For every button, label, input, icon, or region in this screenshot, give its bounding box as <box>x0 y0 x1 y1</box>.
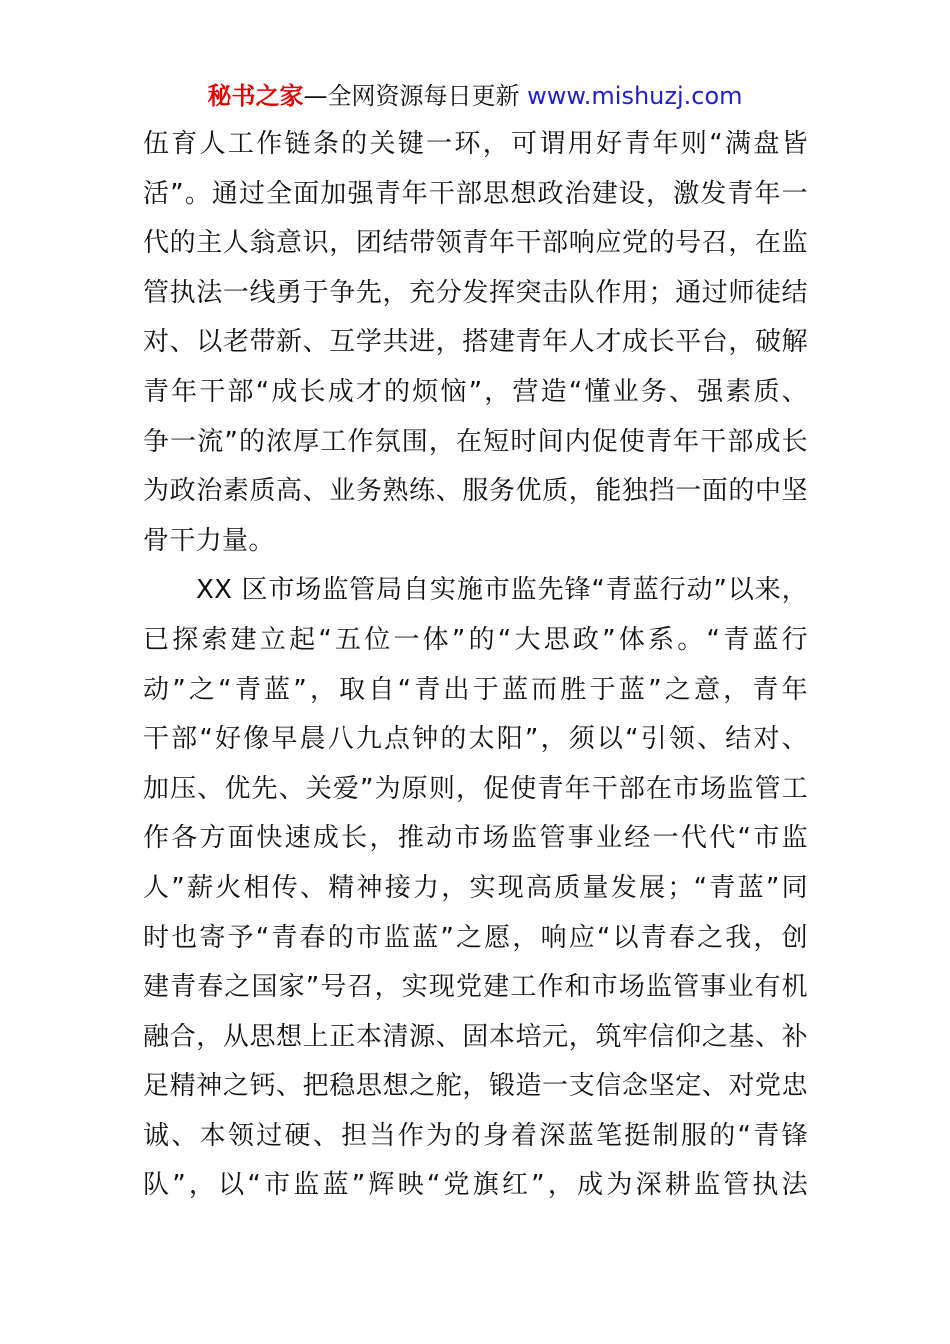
text-line: 已探索建立起“五位一体”的“大思政”体系。“青蓝行 <box>143 624 808 655</box>
page-header <box>0 80 950 112</box>
text-line: 管执法一线勇于争先，充分发挥突击队作用；通过师徒结 <box>143 277 808 308</box>
header-brand: 秘书之家 <box>207 82 304 110</box>
header-url-link[interactable]: www.mishuzj.com <box>527 82 743 110</box>
text-line: 争一流”的浓厚工作氛围，在短时间内促使青年干部成长 <box>143 426 808 457</box>
text-line: 队”，以“市监蓝”辉映“党旗红”，成为深耕监管执法 <box>143 1170 808 1201</box>
header-tagline: —全网资源每日更新 <box>303 82 528 110</box>
text-line: 代的主人翁意识，团结带领青年干部响应党的号召，在监 <box>143 228 808 259</box>
text-line: 时也寄予“青春的市监蓝”之愿，响应“以青春之我，创 <box>143 922 808 953</box>
text-line: 作各方面快速成长，推动市场监管事业经一代代“市监 <box>143 823 808 854</box>
text-line: 干部“好像早晨八九点钟的太阳”，须以“引领、结对、 <box>143 724 808 755</box>
text-line: 青年干部“成长成才的烦恼”，营造“懂业务、强素质、 <box>143 376 808 407</box>
text-line: 动”之“青蓝”，取自“青出于蓝而胜于蓝”之意，青年 <box>143 674 808 705</box>
text-line: XX 区市场监管局自实施市监先锋“青蓝行动”以来， <box>196 575 808 606</box>
text-line: 骨干力量。 <box>143 525 275 556</box>
text-line: 加压、优先、关爱”为原则，促使青年干部在市场监管工 <box>143 773 808 804</box>
text-line: 人”薪火相传、精神接力，实现高质量发展；“青蓝”同 <box>143 872 808 903</box>
text-line: 活”。通过全面加强青年干部思想政治建设，激发青年一 <box>143 178 808 209</box>
text-line: 为政治素质高、业务熟练、服务优质，能独挡一面的中坚 <box>143 476 808 507</box>
text-line: 融合，从思想上正本清源、固本培元，筑牢信仰之基、补 <box>143 1021 808 1052</box>
document-body <box>143 120 808 1211</box>
text-line: 诚、本领过硬、担当作为的身着深蓝笔挺制服的“青锋 <box>143 1120 808 1151</box>
text-line: 对、以老带新、互学共进，搭建青年人才成长平台，破解 <box>143 327 808 358</box>
text-line: 建青春之国家”号召，实现党建工作和市场监管事业有机 <box>143 972 808 1003</box>
text-line: 伍育人工作链条的关键一环，可谓用好青年则“满盘皆 <box>143 129 808 159</box>
paragraph-1 <box>143 120 808 566</box>
text-line: 足精神之钙、把稳思想之舵，锻造一支信念坚定、对党忠 <box>143 1071 808 1102</box>
paragraph-2 <box>143 566 808 1211</box>
